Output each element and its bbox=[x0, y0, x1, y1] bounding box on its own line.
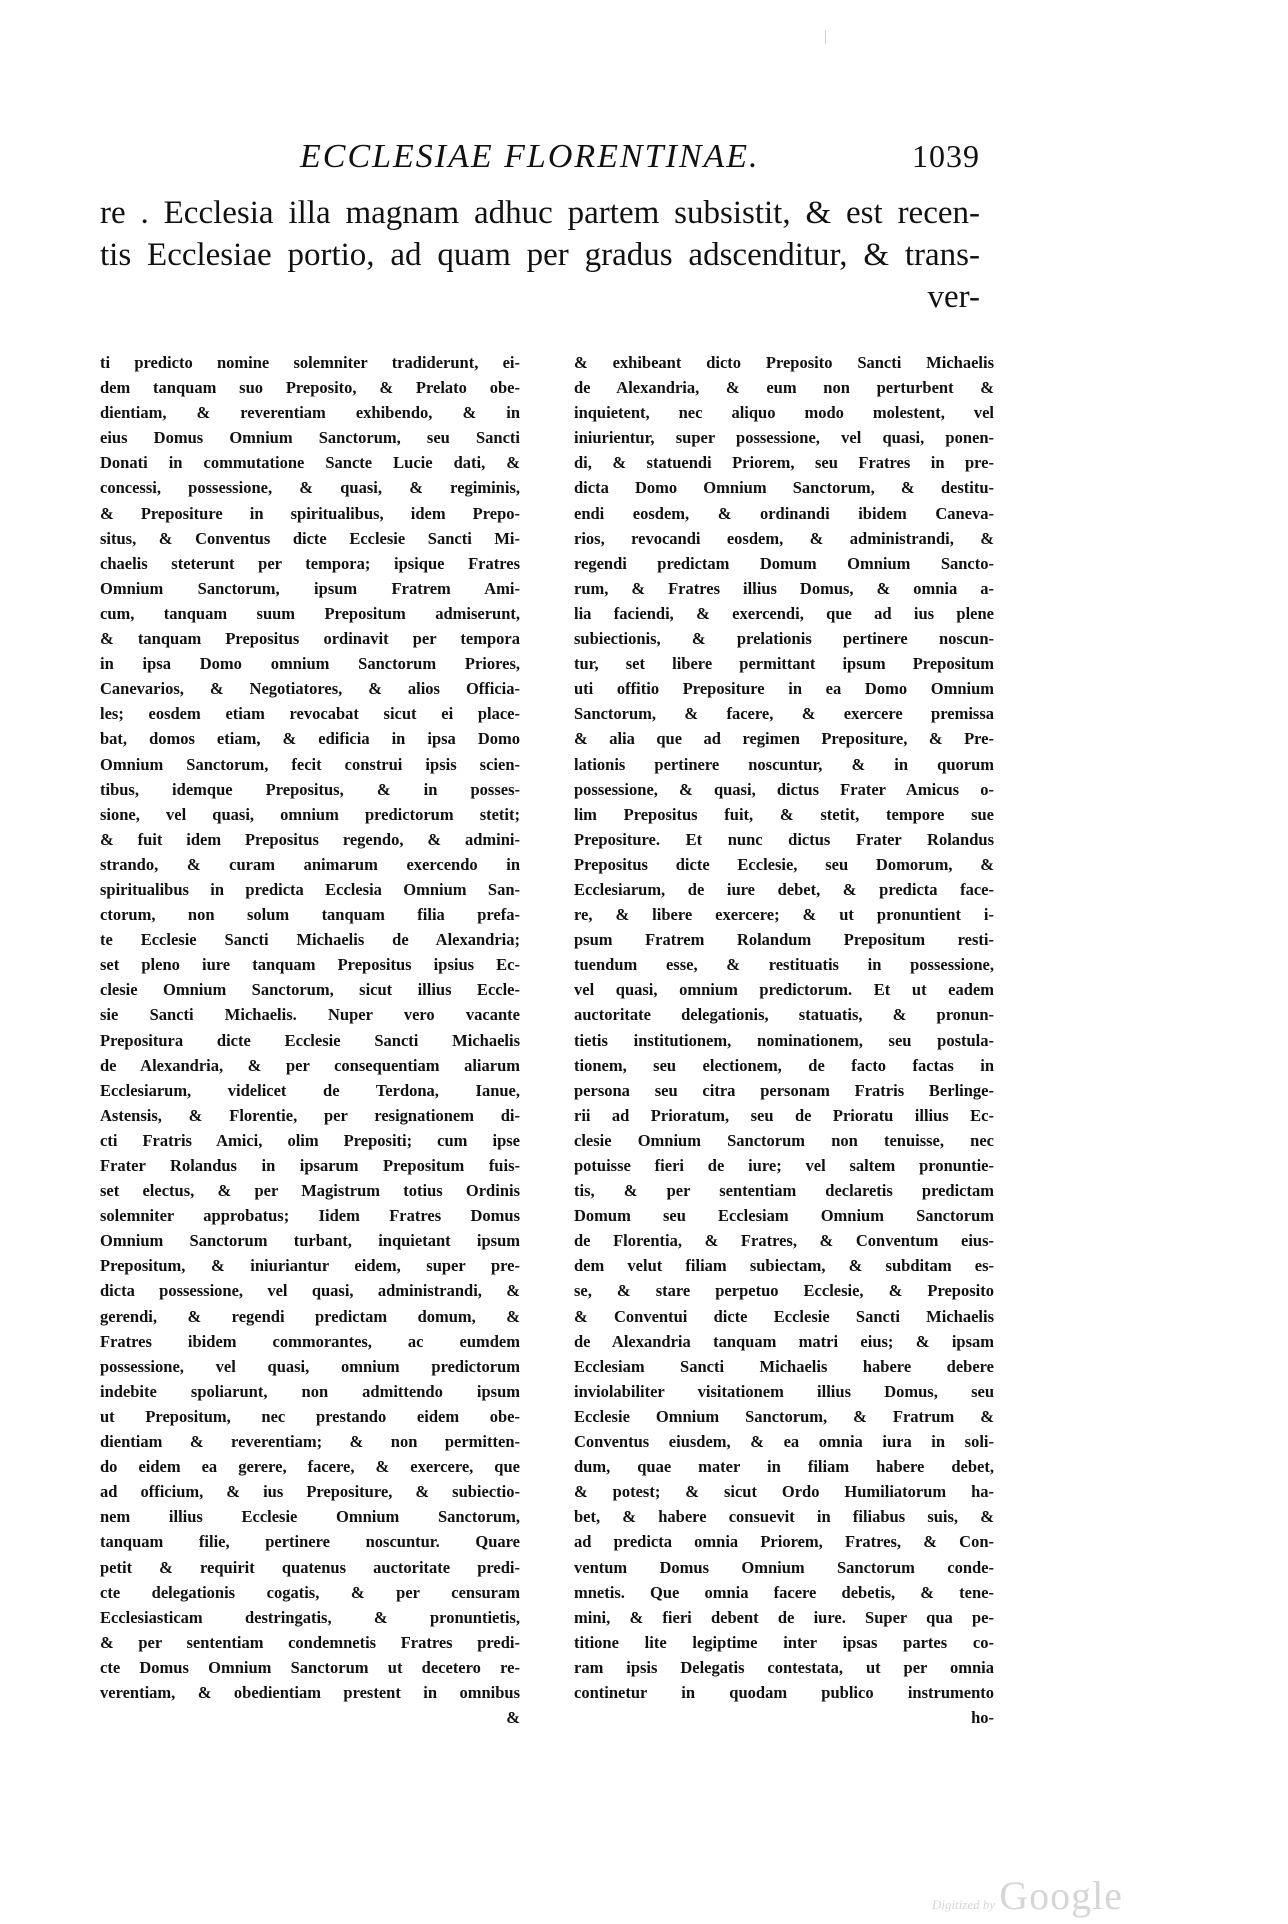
right-column-line: rii ad Prioratum, seu de Prioratu illius Ec- bbox=[574, 1105, 994, 1125]
running-title: ECCLESIAE FLORENTINAE. bbox=[300, 138, 760, 175]
right-column-line: Ecclesiam Sancti Michaelis habere debere bbox=[574, 1356, 994, 1376]
right-column-line: vel quasi, omnium predictorum. Et ut eadem bbox=[574, 980, 994, 1000]
right-column-line: lim Prepositus fuit, & stetit, tempore sue bbox=[574, 804, 994, 824]
left-column-line: Fratres ibidem commorantes, ac eumdem bbox=[100, 1331, 520, 1351]
left-column-line: dientiam & reverentiam; & non permitten- bbox=[100, 1432, 520, 1452]
right-column-line: clesie Omnium Sanctorum non tenuisse, nec bbox=[574, 1130, 994, 1150]
right-column-line: de Alexandria, & eum non perturbent & bbox=[574, 378, 994, 398]
right-column-line: mnetis. Que omnia facere debetis, & tene- bbox=[574, 1582, 994, 1602]
right-column-line: persona seu citra personam Fratris Berlinge- bbox=[574, 1080, 994, 1100]
left-column-line: de Alexandria, & per consequentiam aliarum bbox=[100, 1055, 520, 1075]
right-column-line: & potest; & sicut Ordo Humiliatorum ha- bbox=[574, 1482, 994, 1502]
left-column-line: dicta possessione, vel quasi, administrandi, & bbox=[100, 1281, 520, 1301]
left-column-line: gerendi, & regendi predictam domum, & bbox=[100, 1306, 520, 1326]
right-column-line: tietis institutionem, nominationem, seu postula- bbox=[574, 1030, 994, 1050]
left-column-line: Frater Rolandus in ipsarum Prepositum fuis- bbox=[100, 1156, 520, 1175]
left-column-line: dem tanquam suo Preposito, & Prelato obe- bbox=[100, 378, 520, 398]
right-column-line: auctoritate delegationis, statuatis, & pronun- bbox=[574, 1005, 994, 1025]
right-column-line: Ecclesiarum, de iure debet, & predicta face- bbox=[574, 879, 994, 899]
left-column-line: dientiam, & reverentiam exhibendo, & in bbox=[100, 403, 520, 423]
right-column-line: tis, & per sententiam declaretis predictam bbox=[574, 1181, 994, 1201]
left-column-line: possessione, vel quasi, omnium predictorum bbox=[100, 1356, 520, 1376]
right-column-line: endi eosdem, & ordinandi ibidem Caneva- bbox=[574, 503, 994, 523]
right-column-line: Ecclesie Omnium Sanctorum, & Fratrum & bbox=[574, 1406, 994, 1426]
left-column-line: tibus, idemque Prepositus, & in posses- bbox=[100, 779, 520, 799]
right-column-line: rios, revocandi eosdem, & administrandi, & bbox=[574, 528, 994, 548]
digitized-by-google-watermark bbox=[932, 1872, 1123, 1919]
left-column-line: Ecclesiasticam destringatis, & pronuntietis, bbox=[100, 1607, 520, 1627]
left-column-line: & fuit idem Prepositus regendo, & admini- bbox=[100, 829, 520, 849]
left-column-line: concessi, possessione, & quasi, & regiminis, bbox=[100, 478, 520, 498]
left-column-line: spiritualibus in predicta Ecclesia Omnium San- bbox=[100, 879, 520, 899]
right-column-line: ram ipsis Delegatis contestata, ut per omnia bbox=[574, 1657, 994, 1677]
right-column-line: titione lite legiptime inter ipsas partes co- bbox=[574, 1632, 994, 1652]
left-column-line: strando, & curam animarum exercendo in bbox=[100, 854, 520, 874]
left-column-line: Donati in commutatione Sancte Lucie dati, & bbox=[100, 453, 520, 473]
right-column-line: ad predicta omnia Priorem, Fratres, & Con- bbox=[574, 1532, 994, 1552]
right-column-line: ventum Domus Omnium Sanctorum conde- bbox=[574, 1557, 994, 1577]
left-column-line: ti predicto nomine solemniter tradiderunt, ei- bbox=[100, 353, 520, 372]
watermark-small: Digitized by bbox=[932, 1897, 996, 1912]
left-column-line: Prepositura dicte Ecclesie Sancti Michaelis bbox=[100, 1030, 520, 1050]
left-column-line: & tanquam Prepositus ordinavit per tempora bbox=[100, 629, 520, 649]
edge-mark bbox=[825, 30, 826, 44]
page-header bbox=[300, 138, 980, 188]
left-column-line: cte Domus Omnium Sanctorum ut decetero re- bbox=[100, 1657, 520, 1677]
left-column bbox=[100, 350, 520, 1730]
right-column-line: di, & statuendi Priorem, seu Fratres in pre- bbox=[574, 453, 994, 473]
left-column-line: cte delegationis cogatis, & per censuram bbox=[100, 1582, 520, 1602]
left-column-line: cum, tanquam suum Prepositum admiserunt, bbox=[100, 603, 520, 623]
left-column-line: Omnium Sanctorum turbant, inquietant ipsum bbox=[100, 1231, 520, 1251]
left-column-line: nem illius Ecclesie Omnium Sanctorum, bbox=[100, 1507, 520, 1527]
right-column-line: psum Fratrem Rolandum Prepositum resti- bbox=[574, 930, 994, 950]
left-column-line: set pleno iure tanquam Prepositus ipsius Ec- bbox=[100, 955, 520, 975]
right-column-line: tur, set libere permittant ipsum Prepositum bbox=[574, 654, 994, 674]
top-paragraph bbox=[100, 192, 980, 318]
left-column-line: solemniter approbatus; Iidem Fratres Domus bbox=[100, 1206, 520, 1226]
right-column-line: se, & stare perpetuo Ecclesie, & Preposito bbox=[574, 1281, 994, 1301]
right-column-line: tuendum esse, & restituatis in possessione, bbox=[574, 955, 994, 975]
right-column bbox=[574, 350, 994, 1730]
right-column-line: uti offitio Prepositure in ea Domo Omnium bbox=[574, 679, 994, 699]
right-column-line: subiectionis, & prelationis pertinere noscun- bbox=[574, 629, 994, 649]
right-column-line: inviolabiliter visitationem illius Domus, seu bbox=[574, 1381, 994, 1401]
left-column-line: verentiam, & obedientiam prestent in omnibus bbox=[100, 1682, 520, 1702]
left-column-line: indebite spoliarunt, non admittendo ipsum bbox=[100, 1381, 520, 1401]
right-column-line: regendi predictam Domum Omnium Sancto- bbox=[574, 553, 994, 573]
left-column-line: te Ecclesie Sancti Michaelis de Alexandria; bbox=[100, 930, 520, 950]
left-column-line: Ecclesiarum, videlicet de Terdona, Ianue, bbox=[100, 1080, 520, 1100]
right-column-line: & exhibeant dicto Preposito Sancti Michaelis bbox=[574, 353, 994, 372]
right-column-line: lationis pertinere noscuntur, & in quorum bbox=[574, 754, 994, 774]
right-column-line: bet, & habere consuevit in filiabus suis, & bbox=[574, 1507, 994, 1527]
left-column-line: & bbox=[506, 1708, 520, 1728]
left-column-line: Prepositum, & iniuriantur eidem, super pre- bbox=[100, 1256, 520, 1276]
left-column-line: bat, domos etiam, & edificia in ipsa Domo bbox=[100, 729, 520, 749]
right-column-line: Prepositus dicte Ecclesie, seu Domorum, & bbox=[574, 854, 994, 874]
right-column-line: Domum seu Ecclesiam Omnium Sanctorum bbox=[574, 1206, 994, 1226]
right-column-line: iniurientur, super possessione, vel quasi, ponen- bbox=[574, 428, 994, 448]
left-column-line: cti Fratris Amici, olim Prepositi; cum ipse bbox=[100, 1130, 520, 1150]
left-column-line: les; eosdem etiam revocabat sicut ei place- bbox=[100, 704, 520, 724]
right-column-line: & Conventui dicte Ecclesie Sancti Michaelis bbox=[574, 1306, 994, 1326]
right-column-line: ho- bbox=[971, 1708, 994, 1728]
right-column-line: rum, & Fratres illius Domus, & omnia a- bbox=[574, 578, 994, 598]
left-column-line: ut Prepositum, nec prestando eidem obe- bbox=[100, 1406, 520, 1426]
left-column-line: & Prepositure in spiritualibus, idem Prepo- bbox=[100, 503, 520, 523]
left-column-line: eius Domus Omnium Sanctorum, seu Sancti bbox=[100, 428, 520, 448]
left-column-line: sione, vel quasi, omnium predictorum stetit; bbox=[100, 804, 520, 824]
left-column-line: Omnium Sanctorum, fecit construi ipsis scien- bbox=[100, 754, 520, 774]
right-column-line: potuisse fieri de iure; vel saltem pronuntie- bbox=[574, 1156, 994, 1175]
top-text-line: re . Ecclesia illa magnam adhuc partem subsistit, & est recen- bbox=[100, 195, 980, 231]
left-column-line: ad officium, & ius Prepositure, & subiectio- bbox=[100, 1482, 520, 1502]
right-column-line: & alia que ad regimen Prepositure, & Pre- bbox=[574, 729, 994, 749]
right-column-line: re, & libere exercere; & ut pronuntient i- bbox=[574, 905, 994, 925]
left-column-line: set electus, & per Magistrum totius Ordinis bbox=[100, 1181, 520, 1201]
left-column-line: chaelis steterunt per tempora; ipsique Fratres bbox=[100, 553, 520, 573]
left-column-line: Omnium Sanctorum, ipsum Fratrem Ami- bbox=[100, 578, 520, 598]
left-column-line: Canevarios, & Negotiatores, & alios Officia- bbox=[100, 679, 520, 699]
right-column-line: tionem, seu electionem, de facto factas in bbox=[574, 1055, 994, 1075]
left-column-line: clesie Omnium Sanctorum, sicut illius Eccle- bbox=[100, 980, 520, 1000]
right-column-line: dum, quae mater in filiam habere debet, bbox=[574, 1457, 994, 1477]
right-column-line: possessione, & quasi, dictus Frater Amicus o- bbox=[574, 779, 994, 799]
right-column-line: dicta Domo Omnium Sanctorum, & destitu- bbox=[574, 478, 994, 498]
left-column-line: petit & requirit quatenus auctoritate predi- bbox=[100, 1557, 520, 1577]
watermark-logo: Google bbox=[999, 1873, 1123, 1918]
right-column-line: mini, & fieri debent de iure. Super qua pe- bbox=[574, 1607, 994, 1627]
top-text-line: tis Ecclesiae portio, ad quam per gradus adscenditur, & trans- bbox=[100, 237, 980, 273]
right-column-line: Prepositure. Et nunc dictus Frater Rolandus bbox=[574, 829, 994, 849]
right-column-line: Conventus eiusdem, & ea omnia iura in soli- bbox=[574, 1432, 994, 1452]
left-column-line: do eidem ea gerere, facere, & exercere, que bbox=[100, 1457, 520, 1477]
left-column-line: tanquam filie, pertinere noscuntur. Quare bbox=[100, 1532, 520, 1552]
right-column-line: de Florentia, & Fratres, & Conventum eius- bbox=[574, 1231, 994, 1251]
left-column-line: situs, & Conventus dicte Ecclesie Sancti Mi- bbox=[100, 528, 520, 548]
top-text-line: ver- bbox=[927, 279, 980, 315]
right-column-line: lia faciendi, & exercendi, que ad ius plene bbox=[574, 603, 994, 623]
right-column-line: de Alexandria tanquam matri eius; & ipsam bbox=[574, 1331, 994, 1351]
left-column-line: Astensis, & Florentie, per resignationem di- bbox=[100, 1105, 520, 1125]
right-column-line: inquietent, nec aliquo modo molestent, vel bbox=[574, 403, 994, 423]
left-column-line: sie Sancti Michaelis. Nuper vero vacante bbox=[100, 1005, 520, 1025]
right-column-line: continetur in quodam publico instrumento bbox=[574, 1682, 994, 1702]
left-column-line: in ipsa Domo omnium Sanctorum Priores, bbox=[100, 654, 520, 674]
right-column-line: dem velut filiam subiectam, & subditam es- bbox=[574, 1256, 994, 1276]
page-number: 1039 bbox=[912, 138, 980, 174]
left-column-line: ctorum, non solum tanquam filia prefa- bbox=[100, 905, 520, 925]
right-column-line: Sanctorum, & facere, & exercere premissa bbox=[574, 704, 994, 724]
left-column-line: & per sententiam condemnetis Fratres predi- bbox=[100, 1632, 520, 1652]
